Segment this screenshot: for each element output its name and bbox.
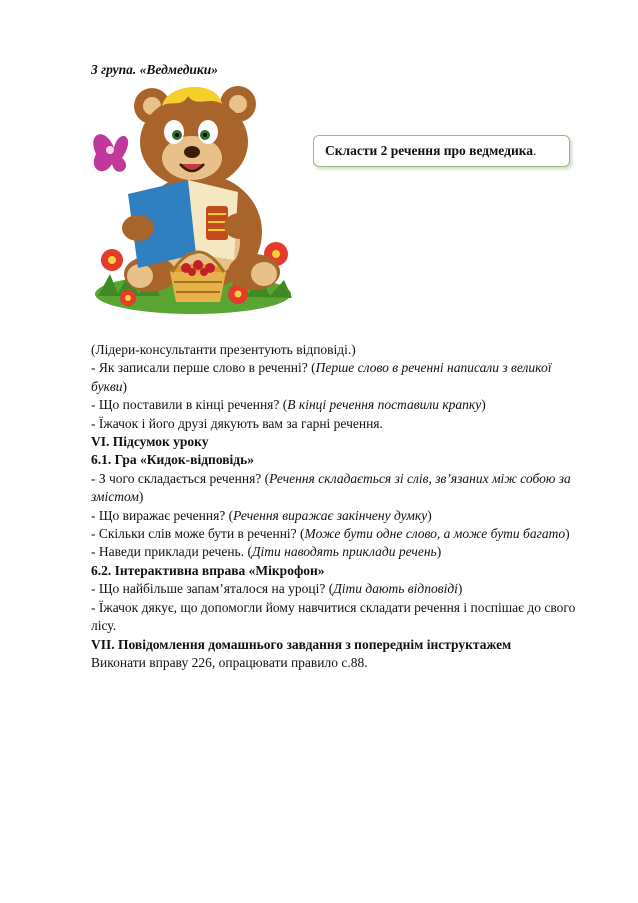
section-heading: 6.2. Інтерактивна вправа «Мікрофон» [91,562,325,578]
lesson-text [91,341,581,672]
section-heading: VI. Підсумок уроку [91,434,209,450]
task-callout-period: . [533,143,537,158]
text-line: - Їжачок дякує, що допомогли йому навчитися складати речення і поспішає до свого лісу. [91,599,576,634]
section-heading: 6.1. Гра «Кидок-відповідь» [91,452,254,468]
qa-line: - Що поставили в кінці речення? (В кінці речення поставили крапку) [91,397,486,413]
qa-line: - З чого складається речення? (Речення складається зі слів, зв’язаних між собою за змістом) [91,470,571,505]
task-callout-box [313,135,570,167]
group-title: 3 група. «Ведмедики» [91,62,218,77]
qa-line: - Що найбільше запам’яталося на уроці? (Діти дають відповіді) [91,581,463,597]
task-callout-text: Скласти 2 речення про ведмедика [325,143,534,158]
text-line: Виконати вправу 226, опрацювати правило с.88. [91,654,368,670]
qa-line: - Як записали перше слово в реченні? (Перше слово в реченні написали з великої букви) [91,360,552,394]
qa-line: - Скільки слів може бути в реченні? (Може бути одне слово, а може бути багато) [91,526,570,542]
qa-line: - Що виражає речення? (Речення виражає закінчену думку) [91,507,432,523]
text-line: (Лідери-консультанти презентують відповіді.) [91,342,356,357]
qa-line: - Наведи приклади речень. (Діти наводять приклади речень) [91,544,442,560]
bear-reading-book-icon [88,82,298,314]
section-heading: VII. Повідомлення домашнього завдання з попереднім інструктажем [91,636,512,652]
text-line: - Їжачок і його друзі дякують вам за гарні речення. [91,415,383,431]
